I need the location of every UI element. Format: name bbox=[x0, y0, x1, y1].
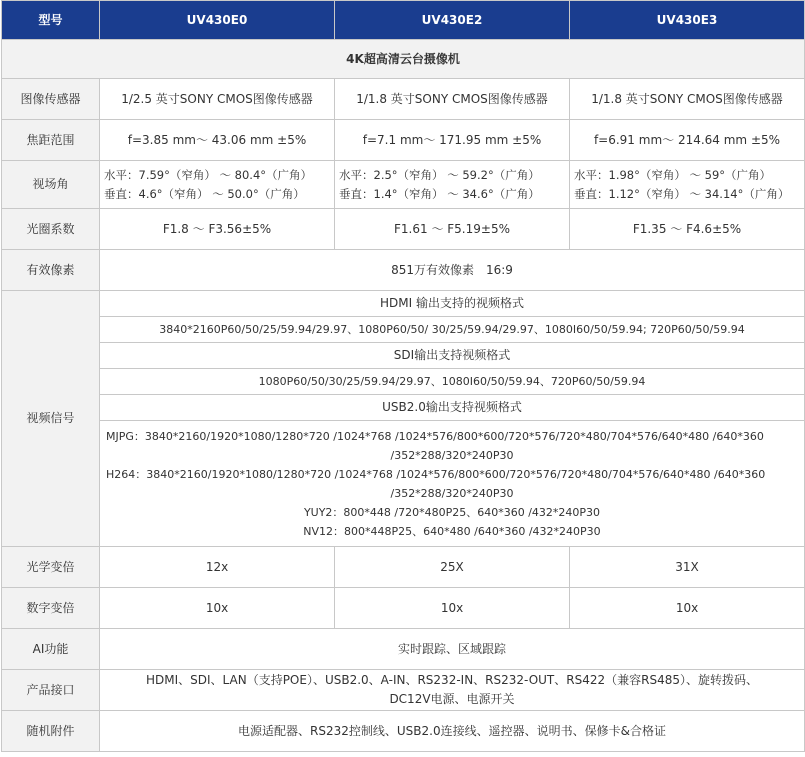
row-ai bbox=[2, 629, 805, 670]
spec-table bbox=[1, 0, 805, 752]
view-angle-vertical: 垂直：4.6°（窄角） ～ 50.0°（广角） bbox=[104, 186, 305, 201]
row-pixels bbox=[2, 250, 805, 291]
label-pixels: 有效像素 bbox=[2, 250, 100, 291]
row-optical-zoom bbox=[2, 547, 805, 588]
accessories-value: 电源适配器、RS232控制线、USB2.0连接线、遥控器、说明书、保修卡&合格证 bbox=[100, 711, 805, 752]
usb-format-line: H264：3840*2160/1920*1080/1280*720 /1024*768 /1024*576/800*600/720*576/720*480/704*576/640*480 /640*360 bbox=[106, 467, 766, 481]
view-angle-value bbox=[335, 161, 570, 209]
header-model-1: UV430E0 bbox=[100, 1, 335, 40]
row-view-angle bbox=[2, 161, 805, 209]
focal-value: f=6.91 mm～ 214.64 mm ±5% bbox=[570, 120, 805, 161]
label-optical-zoom: 光学变倍 bbox=[2, 547, 100, 588]
label-interfaces: 产品接口 bbox=[2, 670, 100, 711]
view-angle-vertical: 垂直：1.4°（窄角） ～ 34.6°（广角） bbox=[339, 186, 540, 201]
label-video-signal: 视频信号 bbox=[2, 291, 100, 547]
interfaces-value bbox=[100, 670, 805, 711]
row-digital-zoom bbox=[2, 588, 805, 629]
aperture-value: F1.61 ～ F5.19±5% bbox=[335, 209, 570, 250]
row-aperture bbox=[2, 209, 805, 250]
hdmi-formats-list: 3840*2160P60/50/25/59.94/29.97、1080P60/50/ 30/25/59.94/29.97、1080I60/50/59.94; 720P60/50/59.94 bbox=[100, 317, 805, 343]
usb-formats-list bbox=[100, 421, 805, 547]
row-video-sdi-formats bbox=[2, 369, 805, 395]
sensor-value: 1/1.8 英寸SONY CMOS图像传感器 bbox=[335, 79, 570, 120]
sdi-formats-title: SDI输出支持视频格式 bbox=[100, 343, 805, 369]
product-subtitle: 4K超高清云台摄像机 bbox=[2, 40, 805, 79]
digital-zoom-value: 10x bbox=[335, 588, 570, 629]
sensor-value: 1/2.5 英寸SONY CMOS图像传感器 bbox=[100, 79, 335, 120]
row-video-hdmi-formats bbox=[2, 317, 805, 343]
interfaces-line: HDMI、SDI、LAN（支持POE）、USB2.0、A-IN、RS232-IN、RS232-OUT、RS422（兼容RS485）、旋转拨码、 bbox=[146, 673, 758, 687]
digital-zoom-value: 10x bbox=[100, 588, 335, 629]
row-video-usb-formats bbox=[2, 421, 805, 547]
view-angle-value bbox=[100, 161, 335, 209]
usb-format-line: YUY2：800*448 /720*480P25、640*360 /432*240P30 bbox=[303, 505, 601, 519]
subtitle-row bbox=[2, 40, 805, 79]
header-model-3: UV430E3 bbox=[570, 1, 805, 40]
optical-zoom-value: 31X bbox=[570, 547, 805, 588]
view-angle-horizontal: 水平：2.5°（窄角） ～ 59.2°（广角） bbox=[339, 167, 540, 182]
label-aperture: 光圈系数 bbox=[2, 209, 100, 250]
digital-zoom-value: 10x bbox=[570, 588, 805, 629]
aperture-value: F1.8 ～ F3.56±5% bbox=[100, 209, 335, 250]
interfaces-line: DC12V电源、电源开关 bbox=[389, 692, 515, 706]
view-angle-value bbox=[570, 161, 805, 209]
header-model-label: 型号 bbox=[2, 1, 100, 40]
sdi-formats-list: 1080P60/50/30/25/59.94/29.97、1080I60/50/59.94、720P60/50/59.94 bbox=[100, 369, 805, 395]
view-angle-horizontal: 水平：7.59°（窄角） ～ 80.4°（广角） bbox=[104, 167, 313, 182]
usb-format-line: /352*288/320*240P30 bbox=[390, 448, 514, 462]
aperture-value: F1.35 ～ F4.6±5% bbox=[570, 209, 805, 250]
ai-value: 实时跟踪、区域跟踪 bbox=[100, 629, 805, 670]
row-focal bbox=[2, 120, 805, 161]
label-ai: AI功能 bbox=[2, 629, 100, 670]
label-digital-zoom: 数字变倍 bbox=[2, 588, 100, 629]
row-accessories bbox=[2, 711, 805, 752]
label-focal: 焦距范围 bbox=[2, 120, 100, 161]
header-model-2: UV430E2 bbox=[335, 1, 570, 40]
view-angle-vertical: 垂直：1.12°（窄角） ～ 34.14°（广角） bbox=[574, 186, 790, 201]
optical-zoom-value: 25X bbox=[335, 547, 570, 588]
row-video-sdi-title bbox=[2, 343, 805, 369]
row-sensor bbox=[2, 79, 805, 120]
label-sensor: 图像传感器 bbox=[2, 79, 100, 120]
optical-zoom-value: 12x bbox=[100, 547, 335, 588]
usb-format-line: NV12：800*448P25、640*480 /640*360 /432*240P30 bbox=[303, 524, 601, 538]
row-video-hdmi-title bbox=[2, 291, 805, 317]
pixels-value: 851万有效像素 16:9 bbox=[100, 250, 805, 291]
header-row bbox=[2, 1, 805, 40]
row-video-usb-title bbox=[2, 395, 805, 421]
label-accessories: 随机附件 bbox=[2, 711, 100, 752]
usb-format-line: MJPG：3840*2160/1920*1080/1280*720 /1024*768 /1024*576/800*600/720*576/720*480/704*576/640*480 /640*360 bbox=[106, 429, 764, 443]
hdmi-formats-title: HDMI 输出支持的视频格式 bbox=[100, 291, 805, 317]
usb-format-line: /352*288/320*240P30 bbox=[390, 486, 514, 500]
sensor-value: 1/1.8 英寸SONY CMOS图像传感器 bbox=[570, 79, 805, 120]
usb-formats-title: USB2.0输出支持视频格式 bbox=[100, 395, 805, 421]
view-angle-horizontal: 水平：1.98°（窄角） ～ 59°（广角） bbox=[574, 167, 772, 182]
row-interfaces bbox=[2, 670, 805, 711]
focal-value: f=7.1 mm～ 171.95 mm ±5% bbox=[335, 120, 570, 161]
focal-value: f=3.85 mm～ 43.06 mm ±5% bbox=[100, 120, 335, 161]
label-view-angle: 视场角 bbox=[2, 161, 100, 209]
